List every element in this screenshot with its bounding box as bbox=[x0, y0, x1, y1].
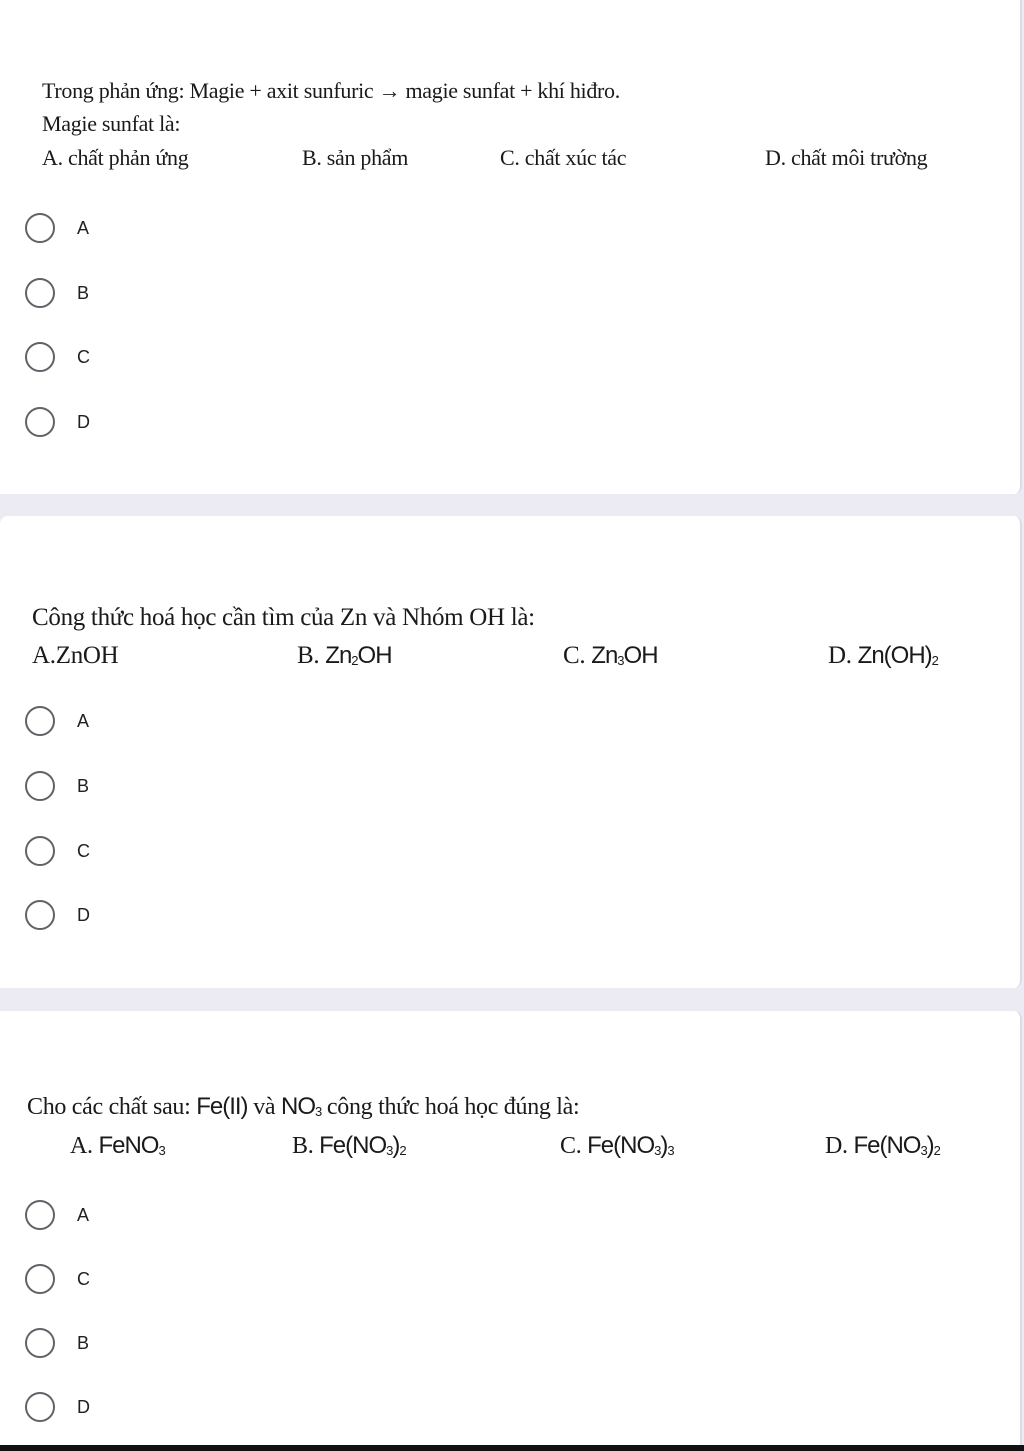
formula-subscript: 2 bbox=[933, 1143, 940, 1158]
question-card-3 bbox=[0, 1011, 1022, 1451]
q1-radio-option-b[interactable] bbox=[25, 278, 325, 312]
radio-unchecked-icon[interactable] bbox=[25, 407, 55, 437]
question-1-subtext: Magie sunfat là: bbox=[42, 111, 181, 136]
formula-subscript: 2 bbox=[351, 653, 358, 668]
radio-label: D bbox=[77, 905, 90, 925]
formula-part: Zn bbox=[591, 642, 618, 669]
formula-part: Fe(II) bbox=[196, 1093, 248, 1120]
choice-prefix: B. bbox=[292, 1133, 320, 1159]
formula-part: OH bbox=[357, 642, 392, 669]
formula-subscript: 2 bbox=[931, 653, 938, 668]
question-card-2 bbox=[0, 516, 1022, 988]
radio-label: C bbox=[77, 841, 90, 861]
formula-subscript: 3 bbox=[158, 1143, 165, 1158]
formula-subscript: 3 bbox=[386, 1143, 393, 1158]
q3-radio-option-b[interactable] bbox=[25, 1328, 325, 1362]
formula-part: FeNO bbox=[98, 1132, 159, 1159]
question-2-choice-a bbox=[32, 642, 118, 670]
formula-part: Fe(NO bbox=[319, 1132, 387, 1159]
radio-unchecked-icon[interactable] bbox=[25, 1264, 55, 1294]
question-3-choice-a bbox=[70, 1132, 165, 1160]
formula-subscript: 3 bbox=[654, 1143, 661, 1158]
question-1-choice-b: B. sản phẩm bbox=[302, 145, 409, 170]
formula-part: OH bbox=[623, 642, 658, 669]
formula-subscript: 3 bbox=[667, 1143, 674, 1158]
question-3-text bbox=[27, 1093, 579, 1121]
formula-part: ) bbox=[926, 1132, 934, 1159]
q1-radio-option-d[interactable] bbox=[25, 407, 325, 441]
choice-prefix: A. bbox=[32, 642, 56, 669]
question-card-1 bbox=[0, 0, 1022, 494]
bottom-edge-bar bbox=[0, 1445, 1024, 1451]
formula-part: ) bbox=[660, 1132, 668, 1159]
question-2-choice-b bbox=[297, 642, 392, 670]
q1-radio-option-a[interactable] bbox=[25, 213, 325, 247]
question-3-choice-d bbox=[825, 1132, 940, 1160]
radio-label: B bbox=[77, 776, 90, 796]
radio-unchecked-icon[interactable] bbox=[25, 771, 55, 801]
question-1-text: Trong phản ứng: Magie + axit sunfuric → magie sunfat + khí hiđro. bbox=[42, 78, 620, 103]
q3-radio-option-d[interactable] bbox=[25, 1392, 325, 1426]
q2-radio-option-c[interactable] bbox=[25, 836, 325, 870]
formula-part: Fe(NO bbox=[853, 1132, 921, 1159]
radio-unchecked-icon[interactable] bbox=[25, 706, 55, 736]
formula bbox=[853, 1132, 939, 1159]
radio-unchecked-icon[interactable] bbox=[25, 213, 55, 243]
radio-label: A bbox=[77, 711, 90, 731]
choice-prefix: A. bbox=[70, 1133, 99, 1159]
radio-label: C bbox=[77, 1269, 90, 1289]
formula bbox=[858, 642, 938, 669]
radio-unchecked-icon[interactable] bbox=[25, 1392, 55, 1422]
formula bbox=[325, 642, 391, 669]
formula-subscript: 3 bbox=[617, 653, 624, 668]
q2-radio-option-b[interactable] bbox=[25, 771, 325, 805]
radio-label: B bbox=[77, 283, 90, 303]
q1-radio-option-c[interactable] bbox=[25, 342, 325, 376]
radio-unchecked-icon[interactable] bbox=[25, 900, 55, 930]
radio-unchecked-icon[interactable] bbox=[25, 342, 55, 372]
q3-radio-option-c[interactable] bbox=[25, 1264, 325, 1298]
radio-unchecked-icon[interactable] bbox=[25, 278, 55, 308]
radio-label: D bbox=[77, 1397, 90, 1417]
choice-prefix: C. bbox=[563, 642, 592, 669]
formula-subscript: 3 bbox=[920, 1143, 927, 1158]
q3-radio-option-a[interactable] bbox=[25, 1200, 325, 1234]
choice-prefix: D. bbox=[825, 1133, 854, 1159]
formula-subscript: 2 bbox=[399, 1143, 406, 1158]
formula: ZnOH bbox=[55, 642, 119, 669]
question-2-text: Công thức hoá học cần tìm của Zn và Nhóm OH là: bbox=[32, 604, 535, 631]
question-3-choice-c bbox=[560, 1132, 674, 1160]
q2-radio-option-d[interactable] bbox=[25, 900, 325, 934]
question-text-part: và bbox=[247, 1094, 281, 1120]
formula-subscript: 3 bbox=[314, 1104, 322, 1119]
formula-part: Zn(OH) bbox=[857, 642, 932, 669]
question-1-choice-a: A. chất phản ứng bbox=[42, 145, 189, 170]
radio-unchecked-icon[interactable] bbox=[25, 1328, 55, 1358]
question-text-part: công thức hoá học đúng là: bbox=[321, 1094, 580, 1120]
formula bbox=[587, 1132, 673, 1159]
formula bbox=[281, 1093, 321, 1120]
radio-unchecked-icon[interactable] bbox=[25, 836, 55, 866]
question-text-part: Cho các chất sau: bbox=[27, 1094, 197, 1120]
formula-part: Fe(NO bbox=[587, 1132, 655, 1159]
radio-label: A bbox=[77, 218, 90, 238]
radio-unchecked-icon[interactable] bbox=[25, 1200, 55, 1230]
formula bbox=[591, 642, 657, 669]
question-2-choice-c bbox=[563, 642, 658, 670]
choice-prefix: C. bbox=[560, 1133, 588, 1159]
formula bbox=[319, 1132, 405, 1159]
radio-label: A bbox=[77, 1205, 90, 1225]
question-2-choice-d bbox=[828, 642, 938, 670]
choice-prefix: D. bbox=[828, 642, 858, 669]
radio-label: B bbox=[77, 1333, 90, 1353]
formula-part: Zn bbox=[325, 642, 352, 669]
radio-label: D bbox=[77, 412, 90, 432]
formula-part: NO bbox=[280, 1093, 315, 1120]
formula-part: ) bbox=[392, 1132, 400, 1159]
q2-radio-option-a[interactable] bbox=[25, 706, 325, 740]
choice-prefix: B. bbox=[297, 642, 326, 669]
question-1-choice-c: C. chất xúc tác bbox=[500, 145, 627, 170]
question-1-choice-d: D. chất môi trường bbox=[765, 145, 928, 170]
radio-label: C bbox=[77, 347, 90, 367]
question-3-choice-b bbox=[292, 1132, 406, 1160]
formula bbox=[98, 1132, 164, 1159]
